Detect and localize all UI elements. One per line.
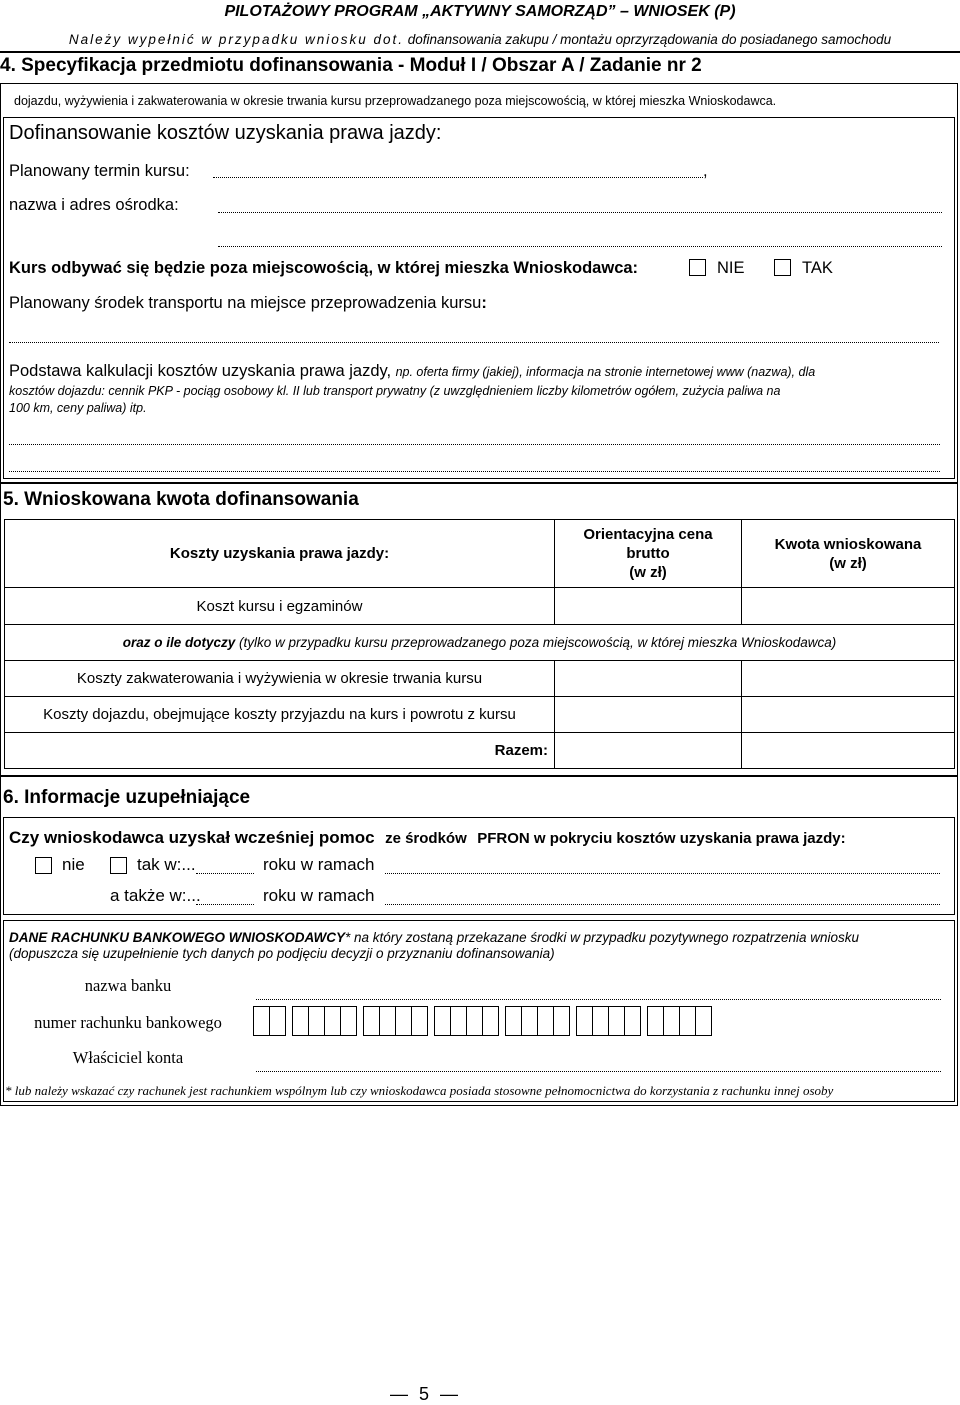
account-digit-cell[interactable]	[466, 1006, 483, 1036]
roku-label-2: roku w ramach	[263, 886, 375, 905]
col-kwota-header	[741, 519, 955, 588]
box-title-colon: :	[435, 122, 442, 144]
podstawa-field-line1[interactable]	[9, 433, 940, 445]
note-row	[4, 624, 955, 661]
subtitle-prefix: Należy wypełnić w przypadku wniosku dot.	[68, 32, 405, 47]
bank-title-2: (dopuszcza się uzupełnienie tych danych po podjęciu decyzji o przyznaniu dofinansowania)	[9, 946, 555, 961]
account-digit-cell[interactable]	[695, 1006, 712, 1036]
row-dojazd-label	[4, 696, 555, 733]
wlasciciel-field[interactable]	[256, 1058, 941, 1072]
account-digit-cell[interactable]	[592, 1006, 609, 1036]
account-digit-cell[interactable]	[253, 1006, 270, 1036]
page-dash-right: —	[440, 1384, 459, 1404]
tak-year-dots: ...	[181, 855, 196, 874]
col-koszty-label: Koszty uzyskania prawa jazdy:	[169, 545, 390, 562]
account-digit-cell[interactable]	[269, 1006, 286, 1036]
row-zakwaterowanie-text: Koszty zakwaterowania i wyżywienia w okresie trwania kursu	[76, 670, 483, 687]
account-digit-cell[interactable]	[537, 1006, 554, 1036]
account-digit-cell[interactable]	[608, 1006, 625, 1036]
termin-field[interactable]	[213, 164, 703, 178]
bank-title-rest: * na który zostaną przekazane środki w przypadku pozytywnego rozpatrzenia wniosku	[345, 930, 860, 945]
row-kurs-label	[4, 587, 555, 625]
pomoc-tak-checkbox[interactable]	[110, 857, 127, 874]
account-digit-cell[interactable]	[324, 1006, 341, 1036]
pomoc-nie-label: nie	[62, 855, 85, 874]
roku-label-1: roku w ramach	[263, 855, 375, 874]
section4-heading: 4. Specyfikacja przedmiotu dofinansowania - Moduł I / Obszar A / Zadanie nr 2	[0, 55, 702, 76]
col-cena-line1: Orientacyjna cena	[583, 526, 713, 543]
row-razem-cena-field[interactable]	[554, 732, 742, 769]
account-digit-cell[interactable]	[482, 1006, 499, 1036]
pomoc-tak-label: tak w:	[137, 855, 182, 874]
osrodek-field-line2[interactable]	[218, 233, 942, 247]
header-rule	[0, 51, 960, 53]
bank-footnote: * lub należy wskazać czy rachunek jest rachunkiem wspólnym lub czy wnioskodawca posiada stosowne pełnomocnictwa do korzystania z rachunku innej osoby	[5, 1083, 834, 1098]
account-digit-cell[interactable]	[434, 1006, 451, 1036]
col-cena-line3: (w zł)	[629, 564, 667, 581]
section4-intro: dojazdu, wyżywienia i zakwaterowania w okresie trwania kursu przeprowadzanego poza miejscowością, w której mieszka Wnioskodawca.	[14, 94, 777, 108]
transport-colon: :	[481, 294, 487, 312]
account-digit-cell[interactable]	[663, 1006, 680, 1036]
question-part-b: ze środków	[385, 830, 467, 847]
a-takze-year-field[interactable]	[196, 891, 254, 905]
tak-checkbox[interactable]	[774, 259, 791, 276]
transport-field[interactable]	[9, 331, 939, 343]
account-digit-cell[interactable]	[679, 1006, 696, 1036]
roku-program-field-1[interactable]	[385, 860, 940, 874]
nie-label: NIE	[717, 259, 745, 277]
kurs-question: Kurs odbywać się będzie poza miejscowością, w której mieszka Wnioskodawca:	[9, 259, 639, 277]
transport-label-text: Planowany środek transportu na miejsce przeprowadzenia kursu	[9, 294, 482, 312]
account-digit-cell[interactable]	[292, 1006, 309, 1036]
subtitle-rest: dofinansowania zakupu / montażu oprzyrządowania do posiadanego samochodu	[407, 32, 892, 47]
question-part-a: Czy wnioskodawca uzyskał wcześniej pomoc	[9, 828, 375, 847]
form-header-title: PILOTAŻOWY PROGRAM „AKTYWNY SAMORZĄD” – WNIOSEK (P)	[224, 3, 736, 20]
a-takze-dots: ...	[186, 886, 201, 905]
termin-comma: ,	[703, 162, 708, 180]
row-razem-kwota-field[interactable]	[741, 732, 955, 769]
osrodek-label: nazwa i adres ośrodka:	[9, 196, 179, 214]
account-digit-cell[interactable]	[647, 1006, 664, 1036]
podstawa-label: Podstawa kalkulacji kosztów uzyskania prawa jazdy,	[9, 362, 392, 380]
col-koszty-header	[4, 519, 555, 588]
box-title	[9, 122, 441, 145]
account-digit-cell[interactable]	[553, 1006, 570, 1036]
podstawa-field-line2[interactable]	[9, 460, 940, 472]
bank-title	[9, 930, 859, 945]
numer-rachunku-label: numer rachunku bankowego	[34, 1013, 222, 1032]
account-digit-cell[interactable]	[505, 1006, 522, 1036]
question-part-c: PFRON w pokryciu kosztów uzyskania prawa jazdy:	[477, 830, 846, 847]
podstawa-block	[9, 362, 951, 381]
row-kurs-cena-field[interactable]	[554, 587, 742, 625]
account-digit-cell[interactable]	[308, 1006, 325, 1036]
pomoc-question	[9, 828, 846, 848]
row-dojazd-cena-field[interactable]	[554, 696, 742, 733]
account-digit-cell[interactable]	[624, 1006, 641, 1036]
nie-checkbox[interactable]	[689, 259, 706, 276]
row-zakwaterowanie-label	[4, 660, 555, 697]
account-digit-cell[interactable]	[379, 1006, 396, 1036]
tak-label: TAK	[802, 259, 833, 277]
nazwa-banku-field[interactable]	[256, 986, 941, 1000]
row-kurs-text: Koszt kursu i egzaminów	[196, 597, 363, 615]
col-cena-line2: brutto	[626, 545, 670, 562]
wlasciciel-label: Właściciel konta	[72, 1048, 184, 1067]
row-dojazd-kwota-field[interactable]	[741, 696, 955, 733]
podstawa-hint-1: np. oferta firmy (jakiej), informacja na stronie internetowej www (nazwa), dla	[395, 365, 816, 379]
account-digit-cell[interactable]	[521, 1006, 538, 1036]
roku-program-field-2[interactable]	[385, 891, 940, 905]
box-title-text: Dofinansowanie kosztów uzyskania prawa jazdy	[9, 122, 436, 144]
a-takze-row	[110, 886, 201, 906]
form-header-subtitle	[0, 32, 960, 47]
section6-heading: 6. Informacje uzupełniające	[3, 787, 251, 808]
podstawa-hint-2: kosztów dojazdu: cennik PKP - pociąg osobowy kl. II lub transport prywatny (z uwzględnieniem liczby kilometrów ogółem, zużycia paliwa na	[9, 384, 781, 398]
row-zakwaterowanie-cena-field[interactable]	[554, 660, 742, 697]
row-zakwaterowanie-kwota-field[interactable]	[741, 660, 955, 697]
bank-title-bold: DANE RACHUNKU BANKOWEGO WNIOSKODAWCY	[9, 930, 345, 945]
col-cena-header	[554, 519, 742, 588]
a-takze-label: a także w:	[110, 886, 187, 905]
row-razem-label	[4, 732, 555, 769]
account-digit-cell[interactable]	[576, 1006, 593, 1036]
note-rest: (tylko w przypadku kursu przeprowadzanego poza miejscowością, w której mieszka Wnioskodawca)	[235, 635, 837, 650]
termin-label: Planowany termin kursu:	[9, 162, 190, 180]
account-digit-cell[interactable]	[340, 1006, 357, 1036]
account-digit-cell[interactable]	[411, 1006, 428, 1036]
account-digit-cell[interactable]	[395, 1006, 412, 1036]
pomoc-tak-row	[137, 855, 196, 875]
tak-year-field[interactable]	[196, 860, 254, 874]
page-number-value: 5	[419, 1384, 430, 1404]
col-kwota-line1: Kwota wnioskowana	[774, 535, 922, 553]
col-kwota-line2: (w zł)	[829, 554, 867, 572]
section5-heading: 5. Wnioskowana kwota dofinansowania	[3, 489, 359, 510]
nazwa-banku-label: nazwa banku	[84, 976, 172, 995]
account-digit-cell[interactable]	[363, 1006, 380, 1036]
note-bold: oraz o ile dotyczy	[122, 635, 236, 650]
row-kurs-kwota-field[interactable]	[741, 587, 955, 625]
transport-label	[9, 294, 487, 313]
account-digit-cell[interactable]	[450, 1006, 467, 1036]
podstawa-hint-3: 100 km, ceny paliwa) itp.	[9, 401, 147, 415]
page-dash-left: —	[390, 1384, 408, 1404]
row-dojazd-text: Koszty dojazdu, obejmujące koszty przyjazdu na kurs i powrotu z kursu	[43, 706, 516, 723]
razem-text: Razem:	[494, 742, 548, 759]
pomoc-nie-checkbox[interactable]	[35, 857, 52, 874]
page-number	[390, 1384, 458, 1405]
osrodek-field-line1[interactable]	[218, 199, 942, 213]
